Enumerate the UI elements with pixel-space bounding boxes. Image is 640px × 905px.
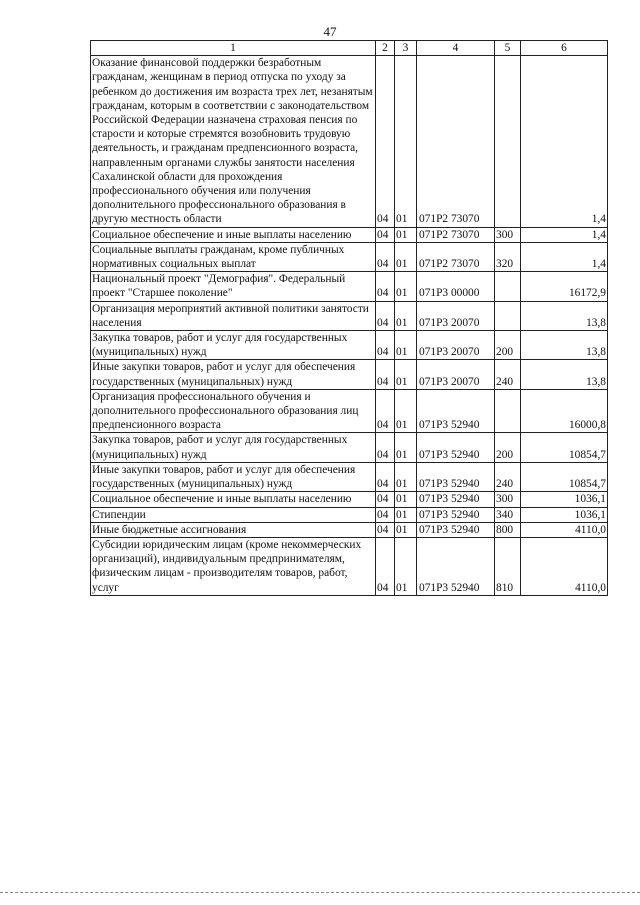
header-col-2: 2 — [376, 41, 395, 56]
table-row — [91, 462, 608, 491]
row-amount: 1036,1 — [521, 507, 608, 522]
row-name: Стипендии — [91, 507, 376, 522]
row-expense-type: 300 — [495, 227, 521, 242]
row-target-code: 071P3 52940 — [417, 522, 495, 537]
row-amount: 16172,9 — [521, 272, 608, 301]
table-row — [91, 492, 608, 507]
row-subsection: 01 — [395, 492, 417, 507]
row-section: 04 — [376, 433, 395, 462]
row-subsection: 01 — [395, 227, 417, 242]
row-target-code: 071P3 52940 — [417, 537, 495, 595]
row-section: 04 — [376, 537, 395, 595]
row-target-code: 071P3 52940 — [417, 492, 495, 507]
row-amount: 4110,0 — [521, 537, 608, 595]
row-amount: 1,4 — [521, 56, 608, 227]
row-section: 04 — [376, 492, 395, 507]
table-row — [91, 522, 608, 537]
row-name: Иные закупки товаров, работ и услуг для обеспечения государственных (муниципальных) нужд — [91, 462, 376, 491]
row-subsection: 01 — [395, 242, 417, 271]
row-expense-type: 240 — [495, 360, 521, 389]
row-amount: 13,8 — [521, 360, 608, 389]
row-name: Организация мероприятий активной политики занятости населения — [91, 301, 376, 330]
budget-table — [90, 40, 608, 596]
row-name: Иные бюджетные ассигнования — [91, 522, 376, 537]
row-target-code: 071P2 73070 — [417, 227, 495, 242]
row-subsection: 01 — [395, 301, 417, 330]
row-amount: 10854,7 — [521, 462, 608, 491]
row-section: 04 — [376, 360, 395, 389]
row-subsection: 01 — [395, 507, 417, 522]
row-target-code: 071P3 52940 — [417, 433, 495, 462]
row-subsection: 01 — [395, 522, 417, 537]
row-name: Организация профессионального обучения и дополнительного профессионального образования лиц предпенсионного возраста — [91, 389, 376, 433]
row-expense-type — [495, 301, 521, 330]
row-name: Оказание финансовой поддержки безработным гражданам, женщинам в период отпуска по уходу за ребенком до достижения им возраста трех лет, незанятым гражданам, которым в соответствии с законодательством Российской Федерации назначена страховая пенсия по старости и которые стремятся возобновить трудовую деятельность, и гражданам предпенсионного возраста, направленным органами службы занятости населения Сахалинской области для прохождения профессионального обучения или получения дополнительного профессионального образования в другую местность области — [91, 56, 376, 227]
row-subsection: 01 — [395, 389, 417, 433]
table-row — [91, 433, 608, 462]
row-amount: 1,4 — [521, 227, 608, 242]
table-row — [91, 56, 608, 227]
row-name: Национальный проект "Демография". Федеральный проект "Старшее поколение" — [91, 272, 376, 301]
row-name: Закупка товаров, работ и услуг для государственных (муниципальных) нужд — [91, 331, 376, 360]
row-subsection: 01 — [395, 537, 417, 595]
row-name: Социальное обеспечение и иные выплаты населению — [91, 492, 376, 507]
row-section: 04 — [376, 56, 395, 227]
page-number: 47 — [323, 24, 337, 39]
table-row — [91, 242, 608, 271]
row-target-code: 071P2 73070 — [417, 242, 495, 271]
row-expense-type: 200 — [495, 433, 521, 462]
row-expense-type: 200 — [495, 331, 521, 360]
row-expense-type: 300 — [495, 492, 521, 507]
row-subsection: 01 — [395, 331, 417, 360]
row-expense-type: 320 — [495, 242, 521, 271]
table-row — [91, 507, 608, 522]
row-expense-type: 240 — [495, 462, 521, 491]
row-section: 04 — [376, 389, 395, 433]
row-subsection: 01 — [395, 462, 417, 491]
row-section: 04 — [376, 331, 395, 360]
row-expense-type — [495, 56, 521, 227]
row-section: 04 — [376, 242, 395, 271]
row-name: Закупка товаров, работ и услуг для государственных (муниципальных) нужд — [91, 433, 376, 462]
row-amount: 16000,8 — [521, 389, 608, 433]
table-body — [91, 56, 608, 596]
row-section: 04 — [376, 522, 395, 537]
header-col-5: 5 — [495, 41, 521, 56]
row-subsection: 01 — [395, 272, 417, 301]
row-name: Социальное обеспечение и иные выплаты населению — [91, 227, 376, 242]
row-expense-type: 810 — [495, 537, 521, 595]
header-col-4: 4 — [417, 41, 495, 56]
row-name: Субсидии юридическим лицам (кроме некоммерческих организаций), индивидуальным предпринимателям, физическим лицам - производителям товаров, работ, услуг — [91, 537, 376, 595]
row-amount: 13,8 — [521, 301, 608, 330]
row-name: Социальные выплаты гражданам, кроме публичных нормативных социальных выплат — [91, 242, 376, 271]
table-header-row — [91, 41, 608, 56]
table-row — [91, 331, 608, 360]
row-name: Иные закупки товаров, работ и услуг для обеспечения государственных (муниципальных) нужд — [91, 360, 376, 389]
row-target-code: 071P3 52940 — [417, 389, 495, 433]
row-expense-type: 340 — [495, 507, 521, 522]
table-row — [91, 389, 608, 433]
row-target-code: 071P3 52940 — [417, 507, 495, 522]
header-col-1: 1 — [91, 41, 376, 56]
row-expense-type — [495, 272, 521, 301]
row-target-code: 071P3 52940 — [417, 462, 495, 491]
table-row — [91, 537, 608, 595]
table-row — [91, 227, 608, 242]
row-target-code: 071P3 20070 — [417, 301, 495, 330]
row-subsection: 01 — [395, 360, 417, 389]
row-expense-type: 800 — [495, 522, 521, 537]
row-amount: 1036,1 — [521, 492, 608, 507]
row-section: 04 — [376, 272, 395, 301]
row-section: 04 — [376, 462, 395, 491]
row-section: 04 — [376, 301, 395, 330]
page-bottom-edge — [0, 892, 640, 893]
row-expense-type — [495, 389, 521, 433]
row-amount: 1,4 — [521, 242, 608, 271]
row-subsection: 01 — [395, 56, 417, 227]
header-col-3: 3 — [395, 41, 417, 56]
row-amount: 10854,7 — [521, 433, 608, 462]
table-row — [91, 301, 608, 330]
table-row — [91, 272, 608, 301]
row-amount: 13,8 — [521, 331, 608, 360]
row-section: 04 — [376, 507, 395, 522]
row-section: 04 — [376, 227, 395, 242]
table-row — [91, 360, 608, 389]
row-target-code: 071P3 20070 — [417, 331, 495, 360]
row-amount: 4110,0 — [521, 522, 608, 537]
row-target-code: 071P3 20070 — [417, 360, 495, 389]
row-subsection: 01 — [395, 433, 417, 462]
header-col-6: 6 — [521, 41, 608, 56]
row-target-code: 071P3 00000 — [417, 272, 495, 301]
row-target-code: 071P2 73070 — [417, 56, 495, 227]
